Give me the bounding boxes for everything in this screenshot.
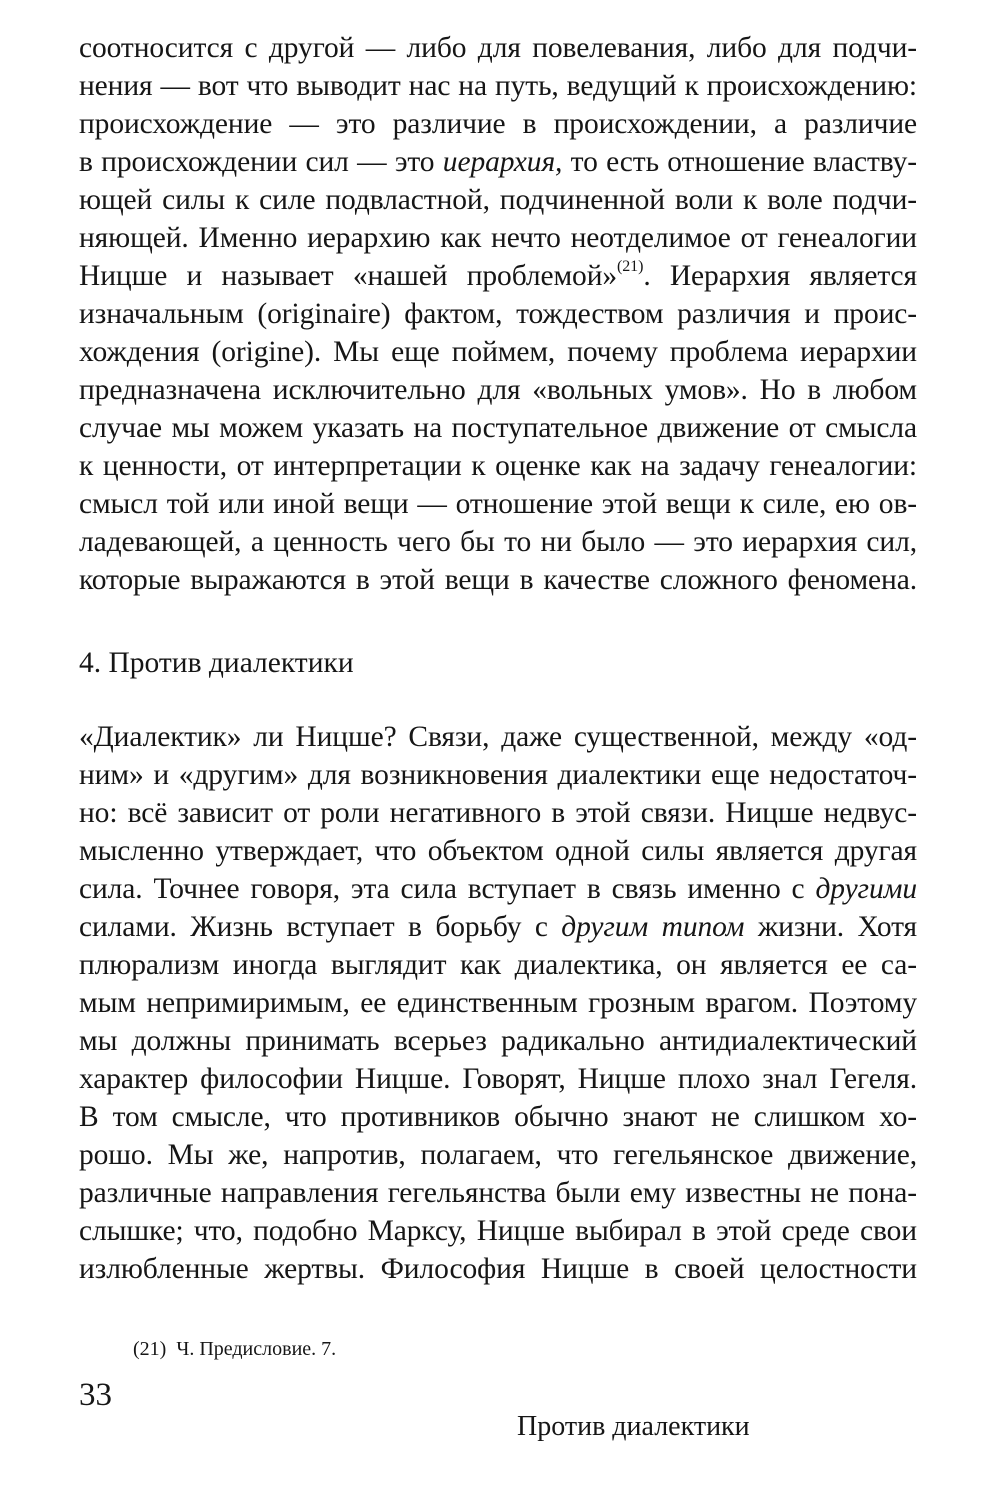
text-line xyxy=(79,908,917,946)
text-line: характер философии Ницше. Говорят, Ницше плохо знал Гегеля. xyxy=(79,1063,917,1095)
text-line: изначальным (originaire) фактом, тождеством различия и проис- xyxy=(79,298,917,330)
text-line xyxy=(79,143,917,181)
text-line: В том смысле, что противников обычно знают не слишком хо- xyxy=(79,1101,917,1133)
text-line: ним» и «другим» для возникновения диалектики еще недостаточ- xyxy=(79,759,917,791)
italic-emphasis: другими xyxy=(815,873,917,905)
text-run: в происхождении сил — это xyxy=(79,146,443,178)
italic-emphasis: другим типом xyxy=(561,911,745,943)
text-line: плюрализм иногда выглядит как диалектика, он является ее са- xyxy=(79,949,917,981)
text-line: нения — вот что выводит нас на путь, ведущий к происхождению: xyxy=(79,70,917,102)
text-line: хождения (origine). Мы еще поймем, почему проблема иерархии xyxy=(79,336,917,368)
text-line: мы должны принимать всерьез радикально антидиалектический xyxy=(79,1025,917,1057)
text-line xyxy=(79,870,917,908)
text-line: происхождение — это различие в происхождении, а различие xyxy=(79,108,917,140)
text-line: смысл той или иной вещи — отношение этой вещи к силе, ею ов- xyxy=(79,488,917,520)
text-run: то есть отношение властву- xyxy=(562,146,918,178)
footnote xyxy=(133,1336,336,1362)
text-line: предназначена исключительно для «вольных умов». Но в любом xyxy=(79,374,917,406)
footnote-number: (21) xyxy=(133,1338,167,1360)
text-line: ющей силы к силе подвластной, подчиненной воли к воле подчи- xyxy=(79,184,917,216)
text-line: «Диалектик» ли Ницше? Связи, даже существенной, между «од- xyxy=(79,721,917,753)
text-line xyxy=(79,257,917,295)
text-run: . Иерархия является xyxy=(643,260,918,292)
text-line: различные направления гегельянства были ему известны не пона- xyxy=(79,1177,917,1209)
text-run: жизни. Хотя xyxy=(744,911,918,943)
text-line: случае мы можем указать на поступательное движение от смысла xyxy=(79,412,917,444)
running-title: Против диалектики xyxy=(517,1411,750,1442)
text-run: сила. Точнее говоря, эта сила вступает в связь именно с xyxy=(79,873,816,905)
text-line: слышке; что, подобно Марксу, Ницше выбирал в этой среде свои xyxy=(79,1215,917,1247)
text-line: мым непримиримым, ее единственным грозным врагом. Поэтому xyxy=(79,987,917,1019)
text-line: рошо. Мы же, напротив, полагаем, что гегельянское движение, xyxy=(79,1139,917,1171)
text-line: соотносится с другой — либо для повелевания, либо для подчи- xyxy=(79,32,917,64)
footnote-reference: (21) xyxy=(617,258,644,275)
text-run: Ницше и называет «нашей проблемой» xyxy=(79,260,618,292)
footnote-text: Ч. Предисловие. 7. xyxy=(176,1338,337,1360)
page-number: 33 xyxy=(79,1377,112,1413)
text-line: ладевающей, а ценность чего бы то ни было — это иерархия сил, xyxy=(79,526,917,558)
text-line: к ценности, от интерпретации к оценке как на задачу генеалогии: xyxy=(79,450,917,482)
text-line: которые выражаются в этой вещи в качестве сложного феномена. xyxy=(79,564,917,596)
text-line: няющей. Именно иерархию как нечто неотделимое от генеалогии xyxy=(79,222,917,254)
text-line: излюбленные жертвы. Философия Ницше в своей целостности xyxy=(79,1253,917,1285)
text-line: но: всё зависит от роли негативного в этой связи. Ницше недвус- xyxy=(79,797,917,829)
text-line: мысленно утверждает, что объектом одной силы является другая xyxy=(79,835,917,867)
italic-emphasis: иерархия, xyxy=(442,146,563,178)
section-heading: 4. Против диалектики xyxy=(79,647,354,679)
text-run: силами. Жизнь вступает в борьбу с xyxy=(79,911,562,943)
